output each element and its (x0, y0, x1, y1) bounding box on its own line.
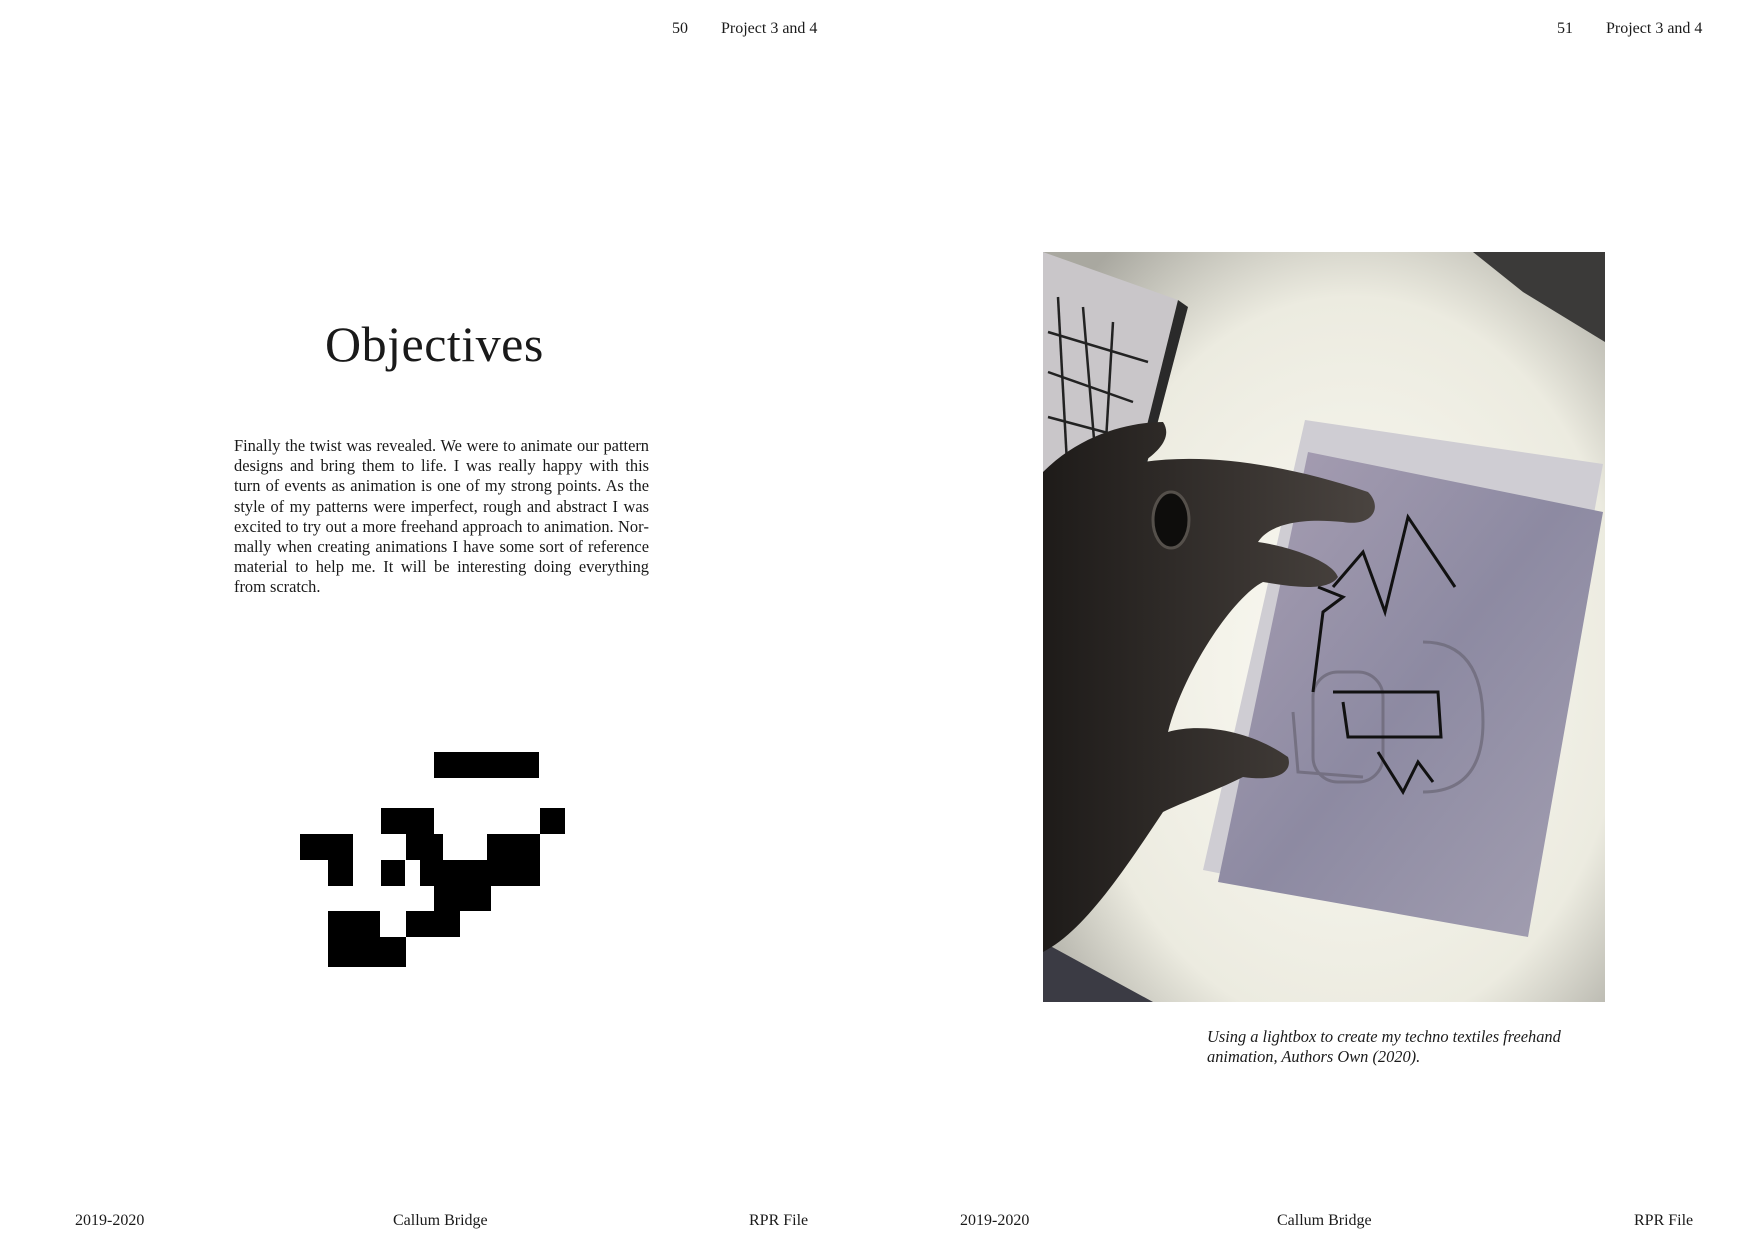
left-footer-year: 2019-2020 (75, 1212, 145, 1229)
left-footer-file: RPR File (749, 1212, 809, 1229)
left-page-number: 50 (672, 20, 688, 37)
right-footer-author: Callum Bridge (1277, 1212, 1372, 1229)
left-footer-author: Callum Bridge (393, 1212, 488, 1229)
pixel-pattern-illustration (300, 752, 566, 967)
right-page-number: 51 (1557, 20, 1573, 37)
image-caption: Using a lightbox to create my techno textiles freehand animation, Authors Own (2020). (1207, 1027, 1561, 1066)
left-running-header: Project 3 and 4 (721, 20, 818, 37)
page-title: Objectives (325, 316, 544, 372)
right-footer-file: RPR File (1634, 1212, 1694, 1229)
lightbox-photo (1043, 252, 1605, 1002)
right-running-header: Project 3 and 4 (1606, 20, 1703, 37)
body-paragraph: Finally the twist was revealed. We were to animate our pattern designs and bring them to life. I was really happy with this turn of events as animation is one of my strong points. As the style of my patterns were imperfect, rough and abstract I was excited to try out a more freehand approach to animation. Normally when creating animations I have some sort of reference material to help me. It will be interesting doing everything from scratch. (234, 436, 649, 597)
right-footer-year: 2019-2020 (960, 1212, 1030, 1229)
